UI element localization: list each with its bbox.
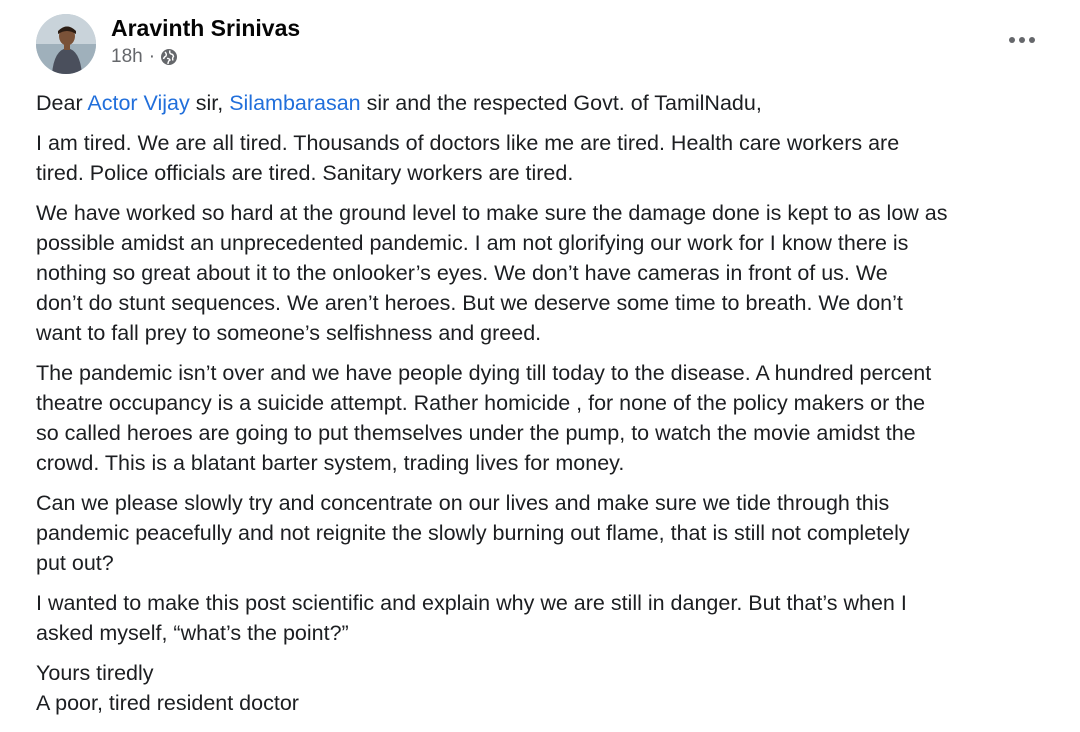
text-line: so called heroes are going to put themselves under the pump, to watch the movie amidst the [36,421,916,445]
salutation-suffix: sir and the respected Govt. of TamilNadu, [360,91,762,115]
text-line: want to fall prey to someone’s selfishness and greed. [36,321,542,345]
text-line: nothing so great about it to the onlooker’s eyes. We don’t have cameras in front of us. We [36,261,888,285]
text-line: put out? [36,551,114,575]
text-line: crowd. This is a blatant barter system, trading lives for money. [36,451,625,475]
closing [36,658,1060,718]
salutation-mid: sir, [189,91,230,115]
mention-actor-vijay[interactable]: Actor Vijay [87,91,190,115]
avatar-image [36,14,96,74]
post-subline [111,46,300,68]
text-line: pandemic peacefully and not reignite the slowly burning out flame, that is still not completely [36,521,910,545]
post-body [36,88,1060,718]
text-line: asked myself, “what’s the point?” [36,621,349,645]
text-line: possible amidst an unprecedented pandemic. I am not glorifying our work for I know there is [36,231,909,255]
salutation [36,88,1060,118]
paragraph-5 [36,588,1060,648]
paragraph-1 [36,128,1060,188]
paragraph-3 [36,358,1060,478]
avatar[interactable] [36,14,96,74]
signature-line: A poor, tired resident doctor [36,691,299,715]
globe-icon[interactable] [160,48,178,66]
post-timestamp[interactable]: 18h [111,46,143,67]
more-options-icon[interactable] [1004,26,1040,54]
mention-silambarasan[interactable]: Silambarasan [229,91,361,115]
text-line: I am tired. We are all tired. Thousands of doctors like me are tired. Health care workers are [36,131,900,155]
text-line: tired. Police officials are tired. Sanitary workers are tired. [36,161,574,185]
text-line: Can we please slowly try and concentrate on our lives and make sure we tide through this [36,491,890,515]
text-line: I wanted to make this post scientific and explain why we are still in danger. But that’s when I [36,591,907,615]
paragraph-4 [36,488,1060,578]
text-line: The pandemic isn’t over and we have people dying till today to the disease. A hundred percent [36,361,932,385]
text-line: theatre occupancy is a suicide attempt. Rather homicide , for none of the policy makers or the [36,391,926,415]
separator: · [148,46,156,67]
salutation-prefix: Dear [36,91,88,115]
post-meta [111,15,301,68]
paragraph-2 [36,198,1060,348]
post-header [36,14,300,74]
author-name[interactable]: Aravinth Srinivas [111,15,301,41]
text-line: don’t do stunt sequences. We aren’t heroes. But we deserve some time to breath. We don’t [36,291,903,315]
closing-line: Yours tiredly [36,661,154,685]
text-line: We have worked so hard at the ground level to make sure the damage done is kept to as low as [36,201,948,225]
